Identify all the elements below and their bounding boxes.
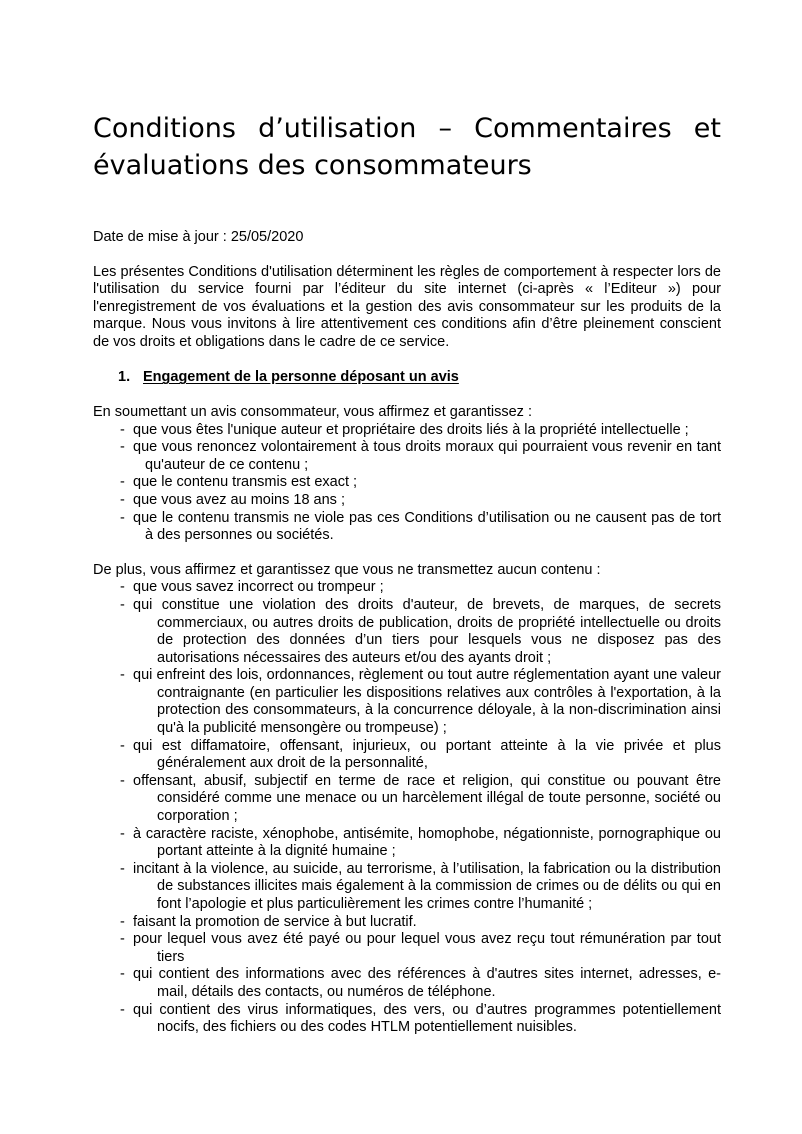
list-item: - qui constitue une violation des droits d'auteur, de brevets, de marques, de secrets commerciaux, ou autres droits de publication, droits de propriété intellectuelle ou droits de protection des données d’un tiers pour lesquels vous ne disposez pas des autorisations nécessaires des auteurs et/ou des ayants droit ; [93, 597, 721, 667]
list-item: - que vous avez au moins 18 ans ; [93, 492, 721, 510]
list-item: - à caractère raciste, xénophobe, antisémite, homophobe, négationniste, pornographique ou portant atteinte à la dignité humaine ; [93, 826, 721, 861]
list-item: - que vous savez incorrect ou trompeur ; [93, 579, 721, 597]
list-item: - incitant à la violence, au suicide, au terrorisme, à l’utilisation, la fabrication ou la distribution de substances illicites mais également à la commission de crimes ou de délits ou qui en font l’apologie et plus particulièrement les crimes contre l’humanité ; [93, 861, 721, 914]
list-item: - qui contient des informations avec des références à d'autres sites internet, adresses, e-mail, détails des contacts, ou numéros de téléphone. [93, 966, 721, 1001]
list-item: - pour lequel vous avez été payé ou pour lequel vous avez reçu tout rémunération par tout tiers [93, 931, 721, 966]
list-item: - offensant, abusif, subjectif en terme de race et religion, qui constitue ou pouvant être considéré comme une menace ou un harcèlement illégal de toute personne, société ou corporation ; [93, 773, 721, 826]
list-item: - faisant la promotion de service à but lucratif. [93, 914, 721, 932]
section-title-1: Engagement de la personne déposant un avis [143, 369, 459, 386]
commitments-list [93, 422, 721, 545]
list-item: - que le contenu transmis ne viole pas ces Conditions d’utilisation ou ne causent pas de tort à des personnes ou sociétés. [93, 510, 721, 545]
list-item: - qui contient des virus informatiques, des vers, ou d’autres programmes potentiellement nocifs, des fichiers ou des codes HTLM potentiellement nuisibles. [93, 1002, 721, 1037]
section-heading-1 [93, 369, 721, 387]
prohibited-content-list [93, 579, 721, 1036]
section-number-1: 1. [118, 369, 131, 386]
list-2-lead-in: De plus, vous affirmez et garantissez que vous ne transmettez aucun contenu : [93, 561, 601, 578]
list-item: - qui enfreint des lois, ordonnances, règlement ou tout autre réglementation ayant une valeur contraignante (en particulier les dispositions relatives aux contrôles à l'exportation, à la protection des consommateurs, à la concurrence déloyale, à la non-discrimination ainsi qu'à la publicité mensongère ou trompeuse) ; [93, 667, 721, 737]
list-item: - que vous êtes l'unique auteur et propriétaire des droits liés à la propriété intellectuelle ; [93, 422, 721, 440]
last-updated-date: Date de mise à jour : 25/05/2020 [93, 229, 304, 245]
page-title-line-1: Conditions d’utilisation – Commentaires et [93, 113, 721, 144]
page-title [93, 110, 721, 184]
list-1-lead-in: En soumettant un avis consommateur, vous affirmez et garantissez : [93, 403, 532, 420]
document-body [93, 110, 721, 1037]
intro-paragraph: Les présentes Conditions d'utilisation déterminent les règles de comportement à respecter lors de l'utilisation du service fourni par l’éditeur du site internet (ci-après « l’Editeur ») pour l'enregistrement de vos évaluations et la gestion des avis consommateur sur les produits de la marque. Nous vous invitons à lire attentivement ces conditions afin d’être pleinement conscient de vos droits et obligations dans le cadre de ce service. [93, 263, 721, 350]
list-item: - qui est diffamatoire, offensant, injurieux, ou portant atteinte à la vie privée et plus généralement aux droit de la personnalité, [93, 738, 721, 773]
page-title-line-2: évaluations des consommateurs [93, 150, 532, 181]
list-item: - que le contenu transmis est exact ; [93, 474, 721, 492]
list-item: - que vous renoncez volontairement à tous droits moraux qui pourraient vous revenir en tant qu'auteur de ce contenu ; [93, 439, 721, 474]
